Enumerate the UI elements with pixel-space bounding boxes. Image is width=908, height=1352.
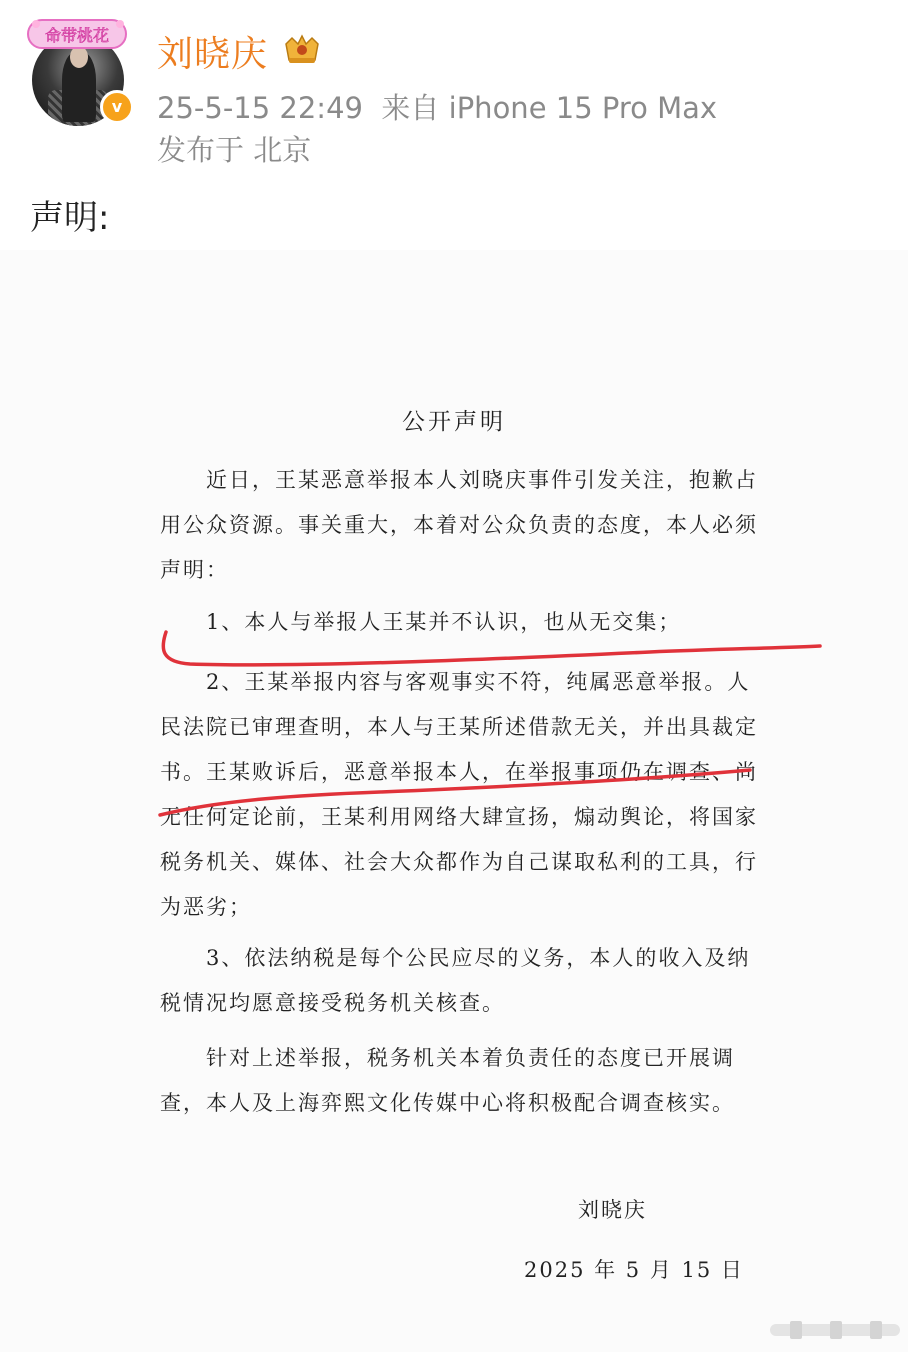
post-meta [157, 86, 717, 127]
document-closing: 针对上述举报，税务机关本着负责任的态度已开展调查，本人及上海弈熙文化传媒中心将积极配合调查核实。 [160, 1046, 735, 1115]
document-intro: 近日，王某恶意举报本人刘晓庆事件引发关注，抱歉占用公众资源。事关重大，本着对公众负责的态度，本人必须声明： [160, 468, 758, 582]
post-header [0, 0, 908, 180]
post-text: 声明: [30, 198, 110, 238]
avatar-container[interactable] [24, 14, 134, 124]
watermark [770, 1318, 900, 1342]
username[interactable]: 刘晓庆 [157, 34, 269, 75]
post-location: 发布于 北京 [157, 133, 312, 167]
verified-badge-icon: v [100, 90, 134, 124]
statement-document-image[interactable] [0, 250, 908, 1352]
crown-badge-icon[interactable] [282, 34, 322, 66]
document-item-3: 3、依法纳税是每个公民应尽的义务，本人的收入及纳税情况均愿意接受税务机关核查。 [160, 946, 751, 1015]
document-signature: 刘晓庆 [578, 1198, 647, 1222]
timestamp: 25-5-15 22:49 [157, 91, 363, 125]
document-item-2: 2、王某举报内容与客观事实不符，纯属恶意举报。人民法院已审理查明，本人与王某所述借款无关，并出具裁定书。王某败诉后，恶意举报本人，在举报事项仍在调查、尚无任何定论前，王某利用网络大肆宣扬，煽动舆论，将国家税务机关、媒体、社会大众都作为自己谋取私利的工具，行为恶劣； [160, 670, 758, 919]
avatar-badge-text: 命带桃花 [44, 26, 110, 45]
avatar-badge-tag [24, 14, 130, 54]
post-source: 来自 iPhone 15 Pro Max [381, 91, 718, 125]
document-date: 2025 年 5 月 15 日 [524, 1258, 744, 1282]
document-title: 公开声明 [402, 409, 506, 435]
document-item-1: 1、本人与举报人王某并不认识，也从无交集； [206, 610, 682, 634]
